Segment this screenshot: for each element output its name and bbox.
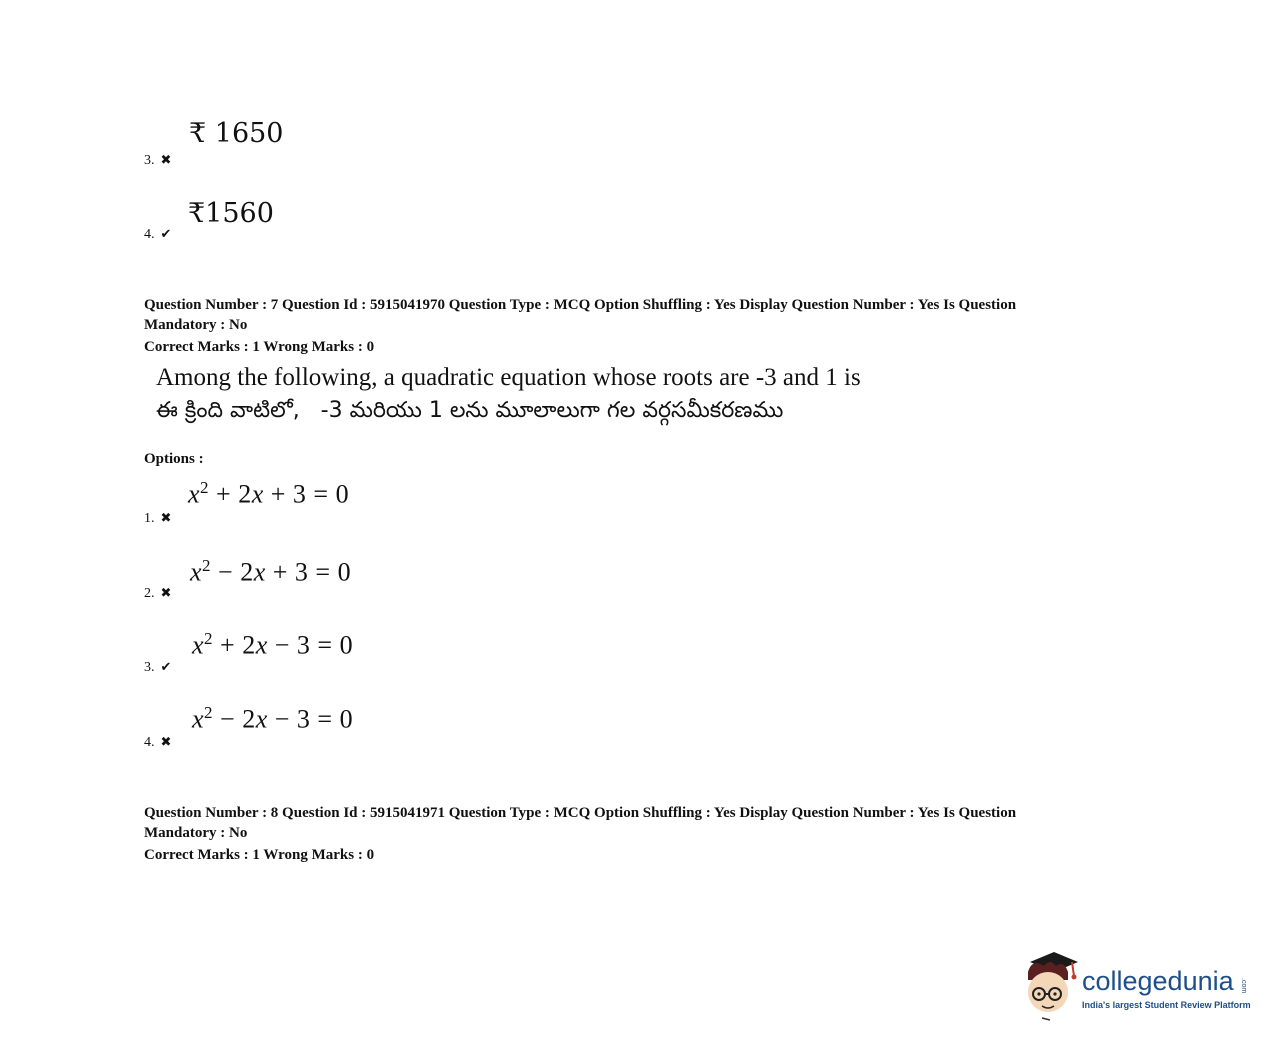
logo-suffix: .com [1240,978,1247,994]
meta-line-1: Question Number : 7 Question Id : 5915041970 Question Type : MCQ Option Shuffling : Yes Display Question Number : Yes Is Question [144,297,1017,313]
option-number: 2. ✖ [144,585,172,601]
cross-icon: ✖ [160,734,172,749]
marks-line: Correct Marks : 1 Wrong Marks : 0 [144,847,375,863]
check-icon: ✔ [160,226,172,241]
option-value: ₹1560 [188,198,274,229]
question-7-text-te: ఈ క్రింది వాటిలో, -3 మరియు 1 లను మూలాలుగా గల వర్గసమీకరణము [156,398,784,423]
option-number: 1. ✖ [144,510,172,526]
option-equation: $x^2 - 2x + 3 = 0$ [190,556,352,587]
check-icon: ✔ [160,659,172,674]
logo-wordmark: collegedunia [1082,966,1234,996]
meta-line-2: Mandatory : No [144,317,248,333]
cross-icon: ✖ [160,510,172,525]
meta-line-1: Question Number : 8 Question Id : 5915041971 Question Type : MCQ Option Shuffling : Yes Display Question Number : Yes Is Question [144,805,1017,821]
option-equation: $x^2 + 2x + 3 = 0$ [188,478,350,509]
options-label: Options : [144,451,204,467]
option-number: 3. ✔ [144,659,172,675]
option-value: ₹ 1650 [189,118,284,149]
collegedunia-logo [1022,950,1252,1022]
marks-line: Correct Marks : 1 Wrong Marks : 0 [144,339,375,355]
mascot-icon [1022,950,1082,1022]
option-number: 4. ✔ [144,226,172,242]
question-7-meta [144,295,1144,357]
meta-line-2: Mandatory : No [144,825,248,841]
option-equation: $x^2 + 2x - 3 = 0$ [192,629,354,660]
cross-icon: ✖ [160,152,172,167]
option-number: 3. ✖ [144,152,172,168]
option-number: 4. ✖ [144,734,172,750]
cross-icon: ✖ [160,585,172,600]
option-equation: $x^2 - 2x - 3 = 0$ [192,703,354,734]
logo-tagline: India's largest Student Review Platform [1082,1000,1251,1010]
question-7-text-en: Among the following, a quadratic equation whose roots are -3 and 1 is [156,364,861,391]
question-8-meta [144,803,1144,865]
